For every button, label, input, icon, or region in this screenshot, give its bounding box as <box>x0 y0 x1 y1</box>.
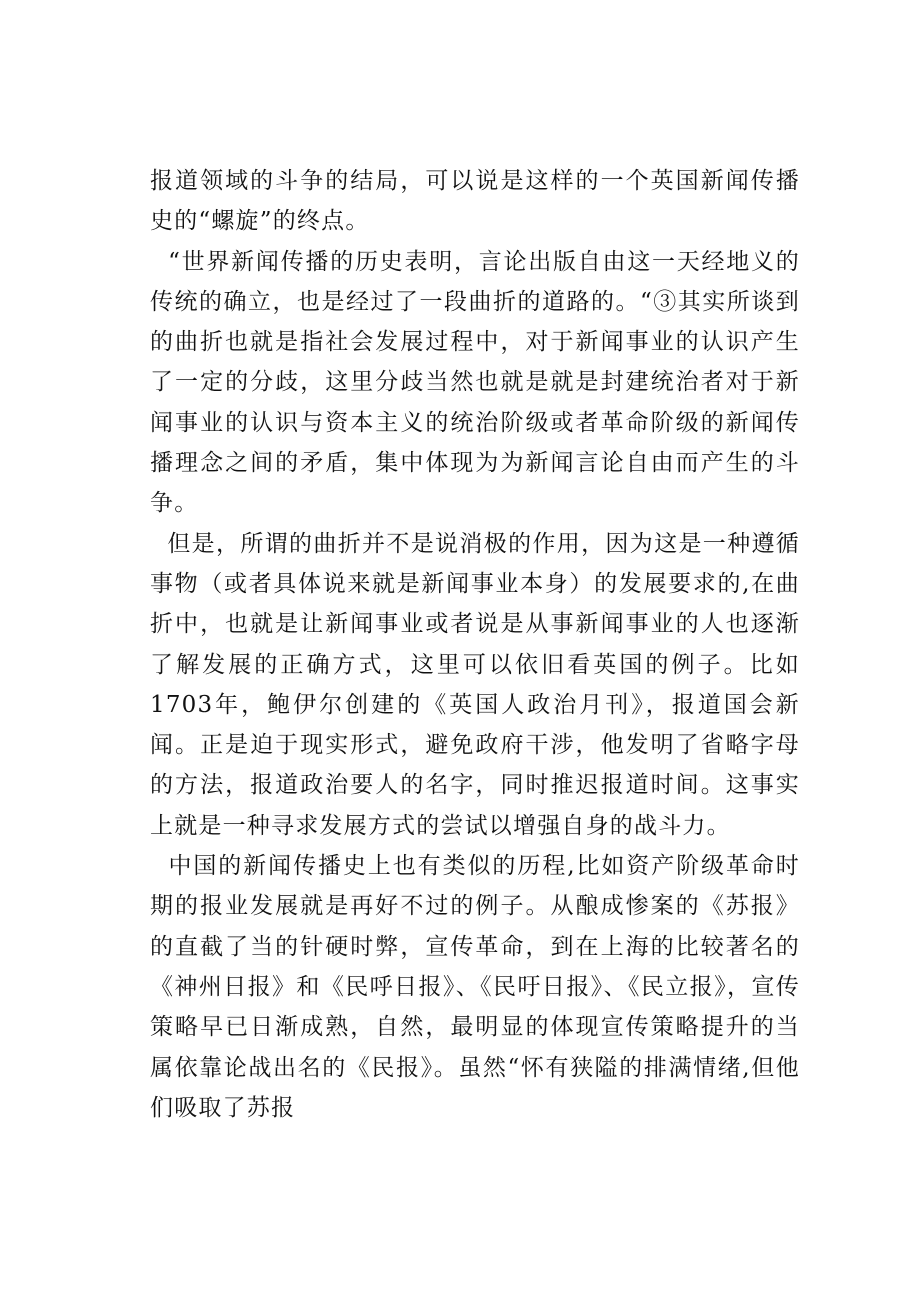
paragraph-4: 中国的新闻传播史上也有类似的历程,比如资产阶级革命时期的报业发展就是再好不过的例子。从酿成惨案的《苏报》的直截了当的针硬时弊，宣传革命，到在上海的比较著名的《神州日报》和《民呼日报》、《民吁日报》、《民立报》，宣传策略早已日渐成熟，自然，最明显的体现宣传策略提升的当属依靠论战出名的《民报》。虽然“怀有狭隘的排满情绪,但他们吸取了苏报 <box>150 853 800 1121</box>
paragraph-3: 但是，所谓的曲折并不是说消极的作用，因为这是一种遵循事物（或者具体说来就是新闻事业本身）的发展要求的,在曲折中，也就是让新闻事业或者说是从事新闻事业的人也逐渐了解发展的正确方式，这里可以依旧看英国的例子。比如1703年，鲍伊尔创建的《英国人政治月刊》，报道国会新闻。正是迫于现实形式，避免政府干涉，他发明了省略字母的方法，报道政治要人的名字，同时推迟报道时间。这事实上就是一种寻求发展方式的尝试以增强自身的战斗力。 <box>150 530 800 839</box>
body-text <box>150 161 800 1128</box>
paragraph-2: “世界新闻传播的历史表明，言论出版自由这一天经地义的传统的确立，也是经过了一段曲折的道路的。“③其实所谈到的曲折也就是指社会发展过程中，对于新闻事业的认识产生了一定的分歧，这里分歧当然也就是就是封建统治者对于新闻事业的认识与资本主义的统治阶级或者革命阶级的新闻传播理念之间的矛盾，集中体现为为新闻言论自由而产生的斗争。 <box>150 248 800 517</box>
paragraph-1: 报道领域的斗争的结局，可以说是这样的一个英国新闻传播史的“螺旋”的终点。 <box>150 168 800 235</box>
